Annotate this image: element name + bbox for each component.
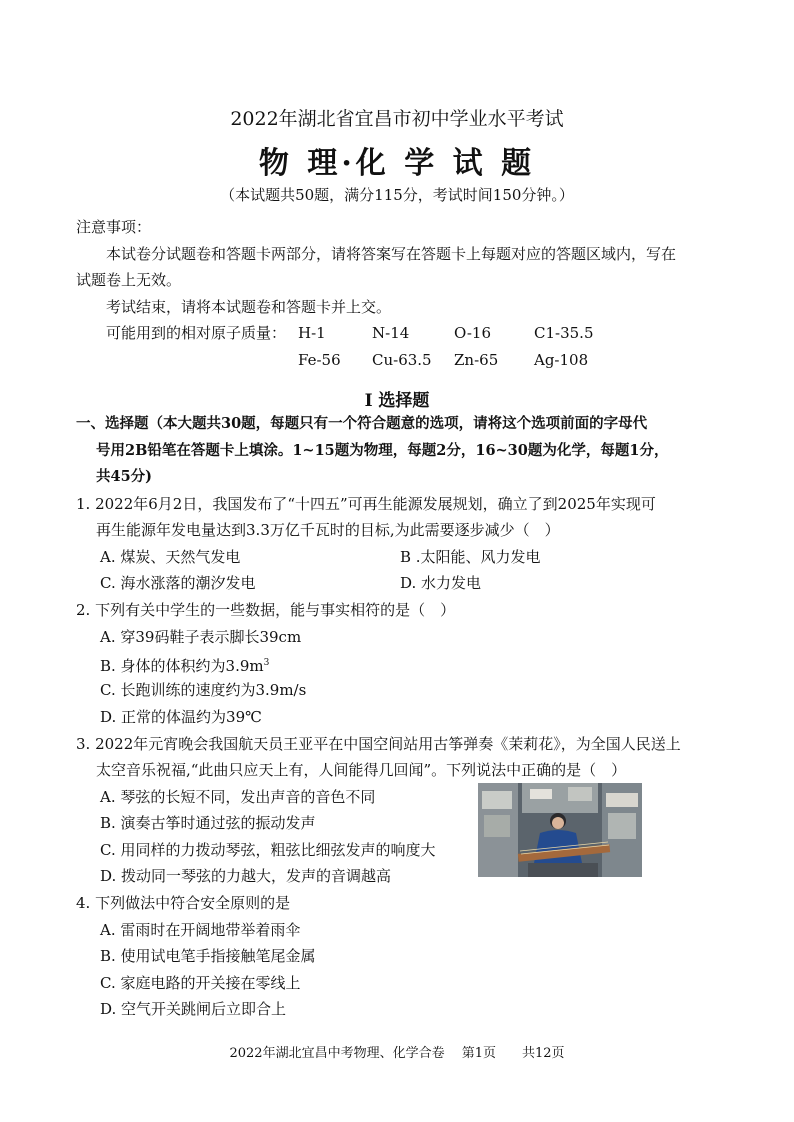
q4-option-b[interactable]: B. 使用试电笔手指接触笔尾金属 <box>100 947 316 965</box>
q3-option-c[interactable]: C. 用同样的力拨动琴弦，粗弦比细弦发声的响度大 <box>100 841 436 859</box>
astronaut-guzheng-photo <box>478 783 642 877</box>
q3-stem-line-1: 3. 2022年元宵晚会我国航天员王亚平在中国空间站用古筝弹奏《茉莉花》，为全国人民送上 <box>76 735 681 753</box>
q1-option-b[interactable]: B .太阳能、风力发电 <box>400 548 541 566</box>
q1-stem-line-2: 再生能源年发电量达到3.3万亿千瓦时的目标,为此需要逐步减少（ ） <box>96 521 560 539</box>
notes-heading: 注意事项： <box>76 218 152 236</box>
q3-option-a[interactable]: A. 琴弦的长短不同，发出声音的音色不同 <box>100 788 376 806</box>
q4-option-d[interactable]: D. 空气开关跳闸后立即合上 <box>100 1000 287 1018</box>
q2-option-b-text: B. 身体的体积约为3.9m <box>100 657 264 675</box>
atomic-mass-h: H-1 <box>298 324 326 342</box>
section-instruction-3: 共45分) <box>96 468 153 485</box>
q1-option-d[interactable]: D. 水力发电 <box>400 574 482 592</box>
q1-stem-line-1: 1. 2022年6月2日，我国发布了“十四五”可再生能源发展规划，确立了到2025年实现可 <box>76 495 656 513</box>
section-instruction-1: 一、选择题（本大题共30题，每题只有一个符合题意的选项，请将这个选项前面的字母代 <box>76 415 648 432</box>
q2-option-a[interactable]: A. 穿39码鞋子表示脚长39cm <box>100 628 302 646</box>
atomic-mass-o: O-16 <box>454 324 492 342</box>
q4-option-c[interactable]: C. 家庭电路的开关接在零线上 <box>100 974 301 992</box>
q2-stem-line-1: 2. 下列有关中学生的一些数据，能与事实相符的是（ ） <box>76 601 456 619</box>
atomic-mass-zn: Zn-65 <box>454 351 499 369</box>
atomic-mass-fe: Fe-56 <box>298 351 341 369</box>
exam-title: 2022年湖北省宜昌市初中学业水平考试 <box>230 108 564 130</box>
page-footer: 2022年湖北宜昌中考物理、化学合卷 第1页 共12页 <box>229 1046 565 1061</box>
q1-option-a[interactable]: A. 煤炭、天然气发电 <box>100 548 241 566</box>
atomic-mass-cl: C1-35.5 <box>534 324 594 342</box>
q2-option-b-superscript: 3 <box>263 658 270 668</box>
q3-option-b[interactable]: B. 演奏古筝时通过弦的振动发声 <box>100 814 316 832</box>
photo-illustration <box>478 783 642 877</box>
atomic-mass-n: N-14 <box>372 324 410 342</box>
q3-stem-line-2: 太空音乐祝福,“此曲只应天上有，人间能得几回闻”。下列说法中正确的是（ ） <box>96 761 627 779</box>
atomic-mass-cu: Cu-63.5 <box>372 351 432 369</box>
q3-option-d[interactable]: D. 拨动同一琴弦的力越大，发声的音调越高 <box>100 867 392 885</box>
q2-option-d[interactable]: D. 正常的体温约为39℃ <box>100 708 262 726</box>
q1-option-c[interactable]: C. 海水涨落的潮汐发电 <box>100 574 256 592</box>
subject-title: 物 理·化 学 试 题 <box>258 146 536 181</box>
notes-line-1b: 试题卷上无效。 <box>76 271 182 289</box>
q4-option-a[interactable]: A. 雷雨时在开阔地带举着雨伞 <box>100 921 301 939</box>
atomic-mass-ag: Ag-108 <box>534 351 589 369</box>
section-title: I 选择题 <box>364 391 430 411</box>
atomic-label: 可能用到的相对原子质量： <box>106 324 287 342</box>
q4-stem-line-1: 4. 下列做法中符合安全原则的是 <box>76 894 291 912</box>
q2-option-c[interactable]: C. 长跑训练的速度约为3.9m/s <box>100 681 307 699</box>
notes-line-2: 考试结束，请将本试题卷和答题卡并上交。 <box>106 298 392 316</box>
notes-line-1a: 本试卷分试题卷和答题卡两部分，请将答案写在答题卡上每题对应的答题区域内，写在 <box>106 245 677 263</box>
exam-info: （本试题共50题，满分115分，考试时间150分钟。） <box>220 186 574 204</box>
section-instruction-2: 号用2B铅笔在答题卡上填涂。1~15题为物理，每题2分，16~30题为化学，每题1分， <box>96 442 669 459</box>
q2-option-b[interactable] <box>100 653 269 676</box>
